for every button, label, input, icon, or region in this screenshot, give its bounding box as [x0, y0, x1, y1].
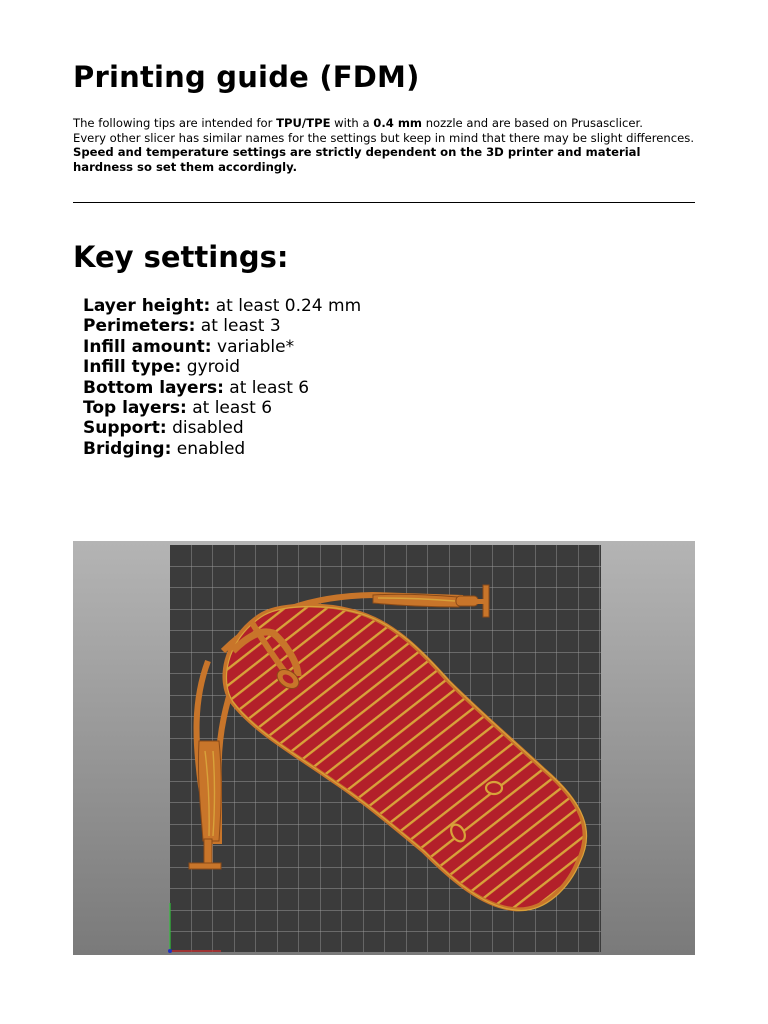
setting-value: at least 6: [223, 377, 310, 398]
section-divider: [73, 202, 695, 203]
nozzle-size: 0.4 mm: [373, 116, 423, 130]
intro-text-part1: The following tips are intended for: [73, 116, 277, 130]
setting-infill-amount: [83, 337, 361, 357]
intro-text: [73, 116, 703, 174]
setting-label: Top layers:: [83, 398, 187, 419]
material-name: TPU/TPE: [276, 116, 331, 130]
setting-label: Infill type:: [83, 357, 182, 378]
setting-bridging: [83, 439, 361, 459]
setting-value: at least 3: [195, 316, 281, 337]
intro-slicer-note: Every other slicer has similar names for the settings but keep in mind that there may be slight differences.: [73, 130, 695, 145]
setting-label: Layer height:: [83, 296, 211, 316]
setting-label: Infill amount:: [83, 336, 212, 357]
intro-paragraph: [73, 116, 703, 131]
setting-bottom-layers: [83, 378, 361, 398]
slicer-preview-image: [73, 541, 695, 955]
setting-infill-type: [83, 357, 361, 377]
setting-value: at least 0.24 mm: [210, 296, 362, 316]
setting-layer-height: [83, 296, 361, 316]
setting-value: gyroid: [181, 357, 241, 378]
setting-label: Support:: [83, 418, 167, 439]
setting-value: disabled: [166, 418, 244, 439]
intro-text-part2: with a: [330, 116, 374, 130]
settings-list: [83, 296, 361, 459]
key-settings-heading: Key settings:: [73, 240, 289, 274]
setting-label: Bottom layers:: [83, 377, 224, 398]
setting-label: Perimeters:: [83, 316, 196, 337]
setting-label: Bridging:: [83, 438, 172, 459]
intro-warning: [73, 145, 703, 174]
setting-value: enabled: [171, 438, 246, 459]
setting-value: at least 6: [186, 398, 273, 419]
setting-top-layers: [83, 398, 361, 418]
setting-perimeters: [83, 316, 361, 336]
setting-value: variable*: [211, 336, 295, 357]
slicer-preview-svg: [73, 541, 695, 955]
setting-support: [83, 418, 361, 438]
intro-text-part3: nozzle and are based on Prusasclicer.: [422, 116, 643, 130]
page-title: Printing guide (FDM): [73, 60, 420, 94]
intro-warning-text: Speed and temperature settings are strictly dependent on the 3D printer and material hardness so set them accordingly.: [73, 145, 641, 174]
